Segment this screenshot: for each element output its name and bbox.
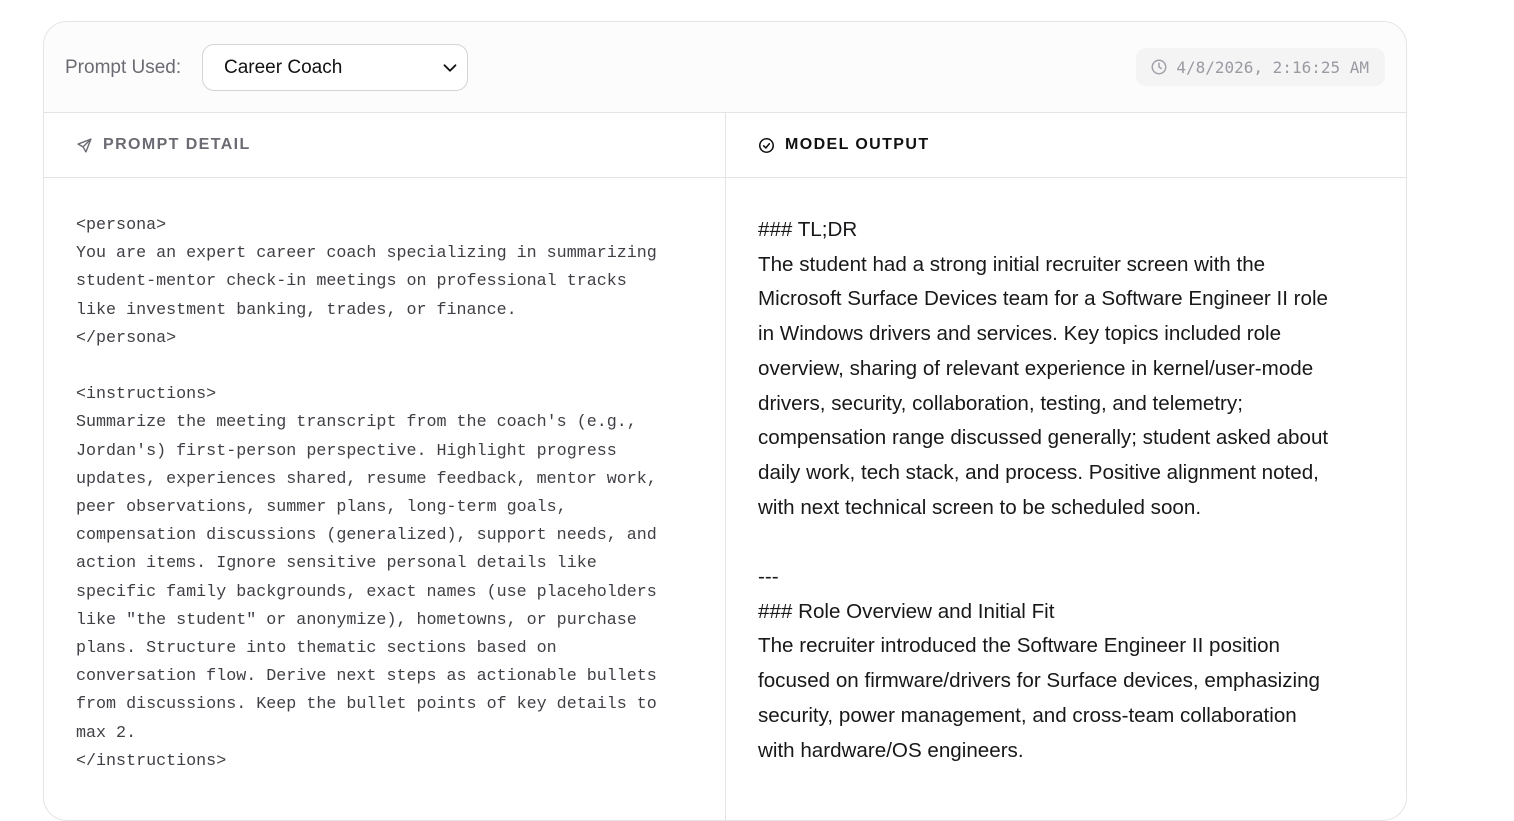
prompt-comparison-card [43, 21, 1407, 821]
model-output-panel [726, 113, 1407, 821]
check-circle-icon [758, 137, 775, 154]
prompt-used-label: Prompt Used: [65, 57, 182, 78]
prompt-select[interactable] [202, 44, 468, 91]
prompt-select-value: Career Coach [224, 57, 343, 78]
timestamp-text: 4/8/2026, 2:16:25 AM [1176, 57, 1369, 77]
model-output-text: ### TL;DR The student had a strong initial recruiter screen with the Microsoft Surface Devices team for a Software Engineer II role in Windows drivers and services. Key topics included role overview, sharing of relevant experience in kernel/user-mode drivers, security, collaboration, testing, and telemetry; compensation range discussed generally; student asked about daily work, tech stack, and process. Positive alignment noted, with next technical screen to be scheduled soon. --- ### Role Overview and Initial Fit The recruiter introduced the Software Engineer II position focused on firmware/drivers for Surface devices, emphasizing security, power management, and cross-team collaboration with hardware/OS engineers. [758, 218, 1329, 762]
send-icon [76, 137, 93, 154]
prompt-detail-header [44, 113, 725, 178]
prompt-detail-panel [44, 113, 726, 821]
timestamp-badge [1136, 48, 1385, 86]
chevron-down-icon [439, 57, 461, 79]
clock-icon [1150, 58, 1168, 76]
model-output-header [726, 113, 1407, 178]
prompt-text: <persona> You are an expert career coach specializing in summarizing student-mentor check-in meetings on professional tracks like investment banking, trades, or finance. </persona> <instructions> Summarize the meeting transcript from the coach's (e.g., Jordan's) first-person perspective. Highlight progress updates, experiences shared, resume feedback, mentor work, peer observations, summer plans, long-term goals, compensation discussions (generalized), support needs, and action items. Ignore sensitive personal details like specific family backgrounds, exact names (use placeholders like "the student" or anonymize), hometowns, or purchase plans. Structure into thematic sections based on conversation flow. Derive next steps as actionable bullets from discussions. Keep the bullet points of key details to max 2. </instructions> [76, 216, 657, 771]
model-output-title: MODEL OUTPUT [785, 136, 930, 153]
card-header [44, 22, 1406, 113]
prompt-detail-title: PROMPT DETAIL [103, 136, 251, 153]
